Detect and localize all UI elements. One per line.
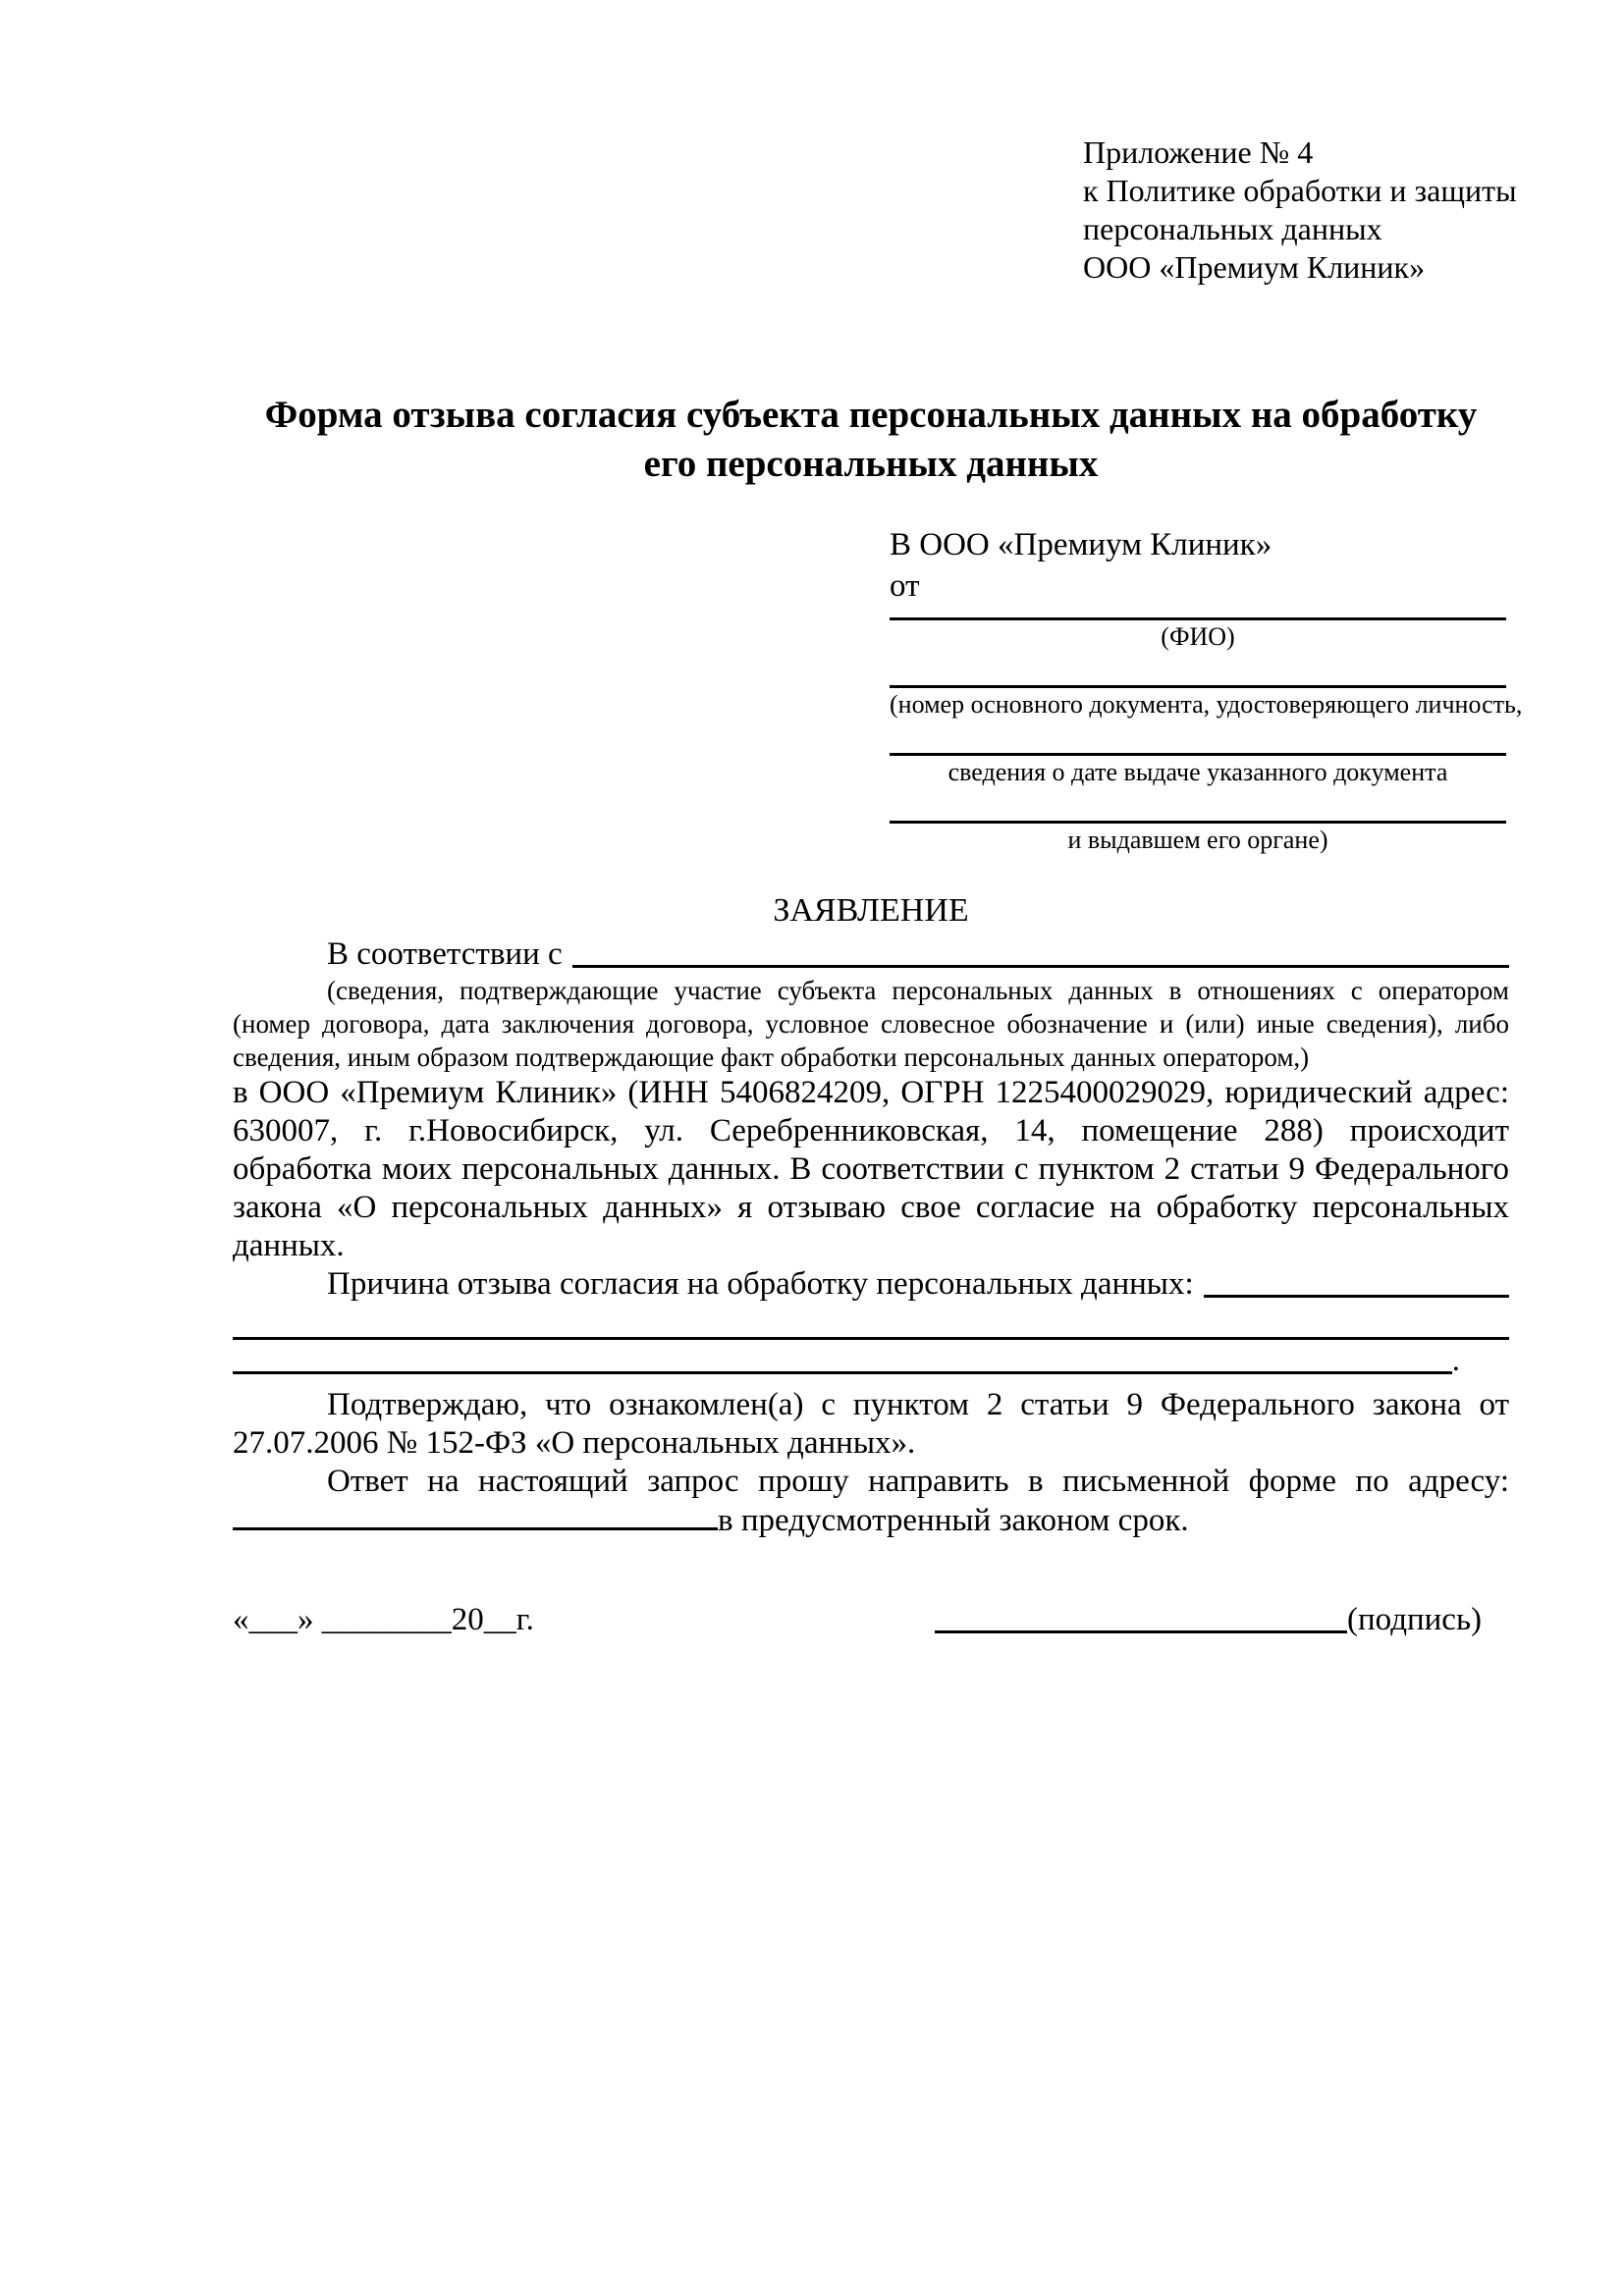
issue-date-blank-line [890, 721, 1506, 756]
signature-caption: (подпись) [1347, 1602, 1482, 1637]
addressee-from-label: от [890, 568, 920, 604]
intro-row [233, 935, 1509, 974]
reply-prefix: Ответ на настоящий запрос прошу направить в письменной форме по адресу: [327, 1464, 1509, 1499]
date-blank: «___» ________20__г. [233, 1602, 534, 1637]
document-number-blank-line [890, 653, 1506, 688]
fio-caption: (ФИО) [1161, 622, 1235, 651]
appendix-header [1083, 133, 1517, 287]
date-signature-row [233, 1601, 1509, 1639]
appendix-header-line: ООО «Премиум Клиник» [1083, 249, 1426, 285]
reason-blank-line-3-rule [233, 1371, 1452, 1374]
issue-date-caption: сведения о дате выдаче указанного документа [947, 758, 1448, 786]
reason-blank-line-2 [233, 1304, 1509, 1340]
appendix-header-line: персональных данных [1083, 211, 1382, 246]
reason-label: Причина отзыва согласия на обработку персональных данных: [327, 1266, 1194, 1302]
addressee-to: В ООО «Премиум Клиник» [890, 527, 1272, 562]
document-number-caption: (номер основного документа, удостоверяющего личность, [890, 690, 1523, 719]
issuing-authority-blank-line [890, 788, 1506, 824]
reply-suffix: в предусмотренный законом срок. [718, 1503, 1189, 1538]
addressee-block [890, 524, 1523, 856]
signature-blank-line [935, 1630, 1347, 1633]
reason-end-period: . [1451, 1343, 1460, 1378]
reason-blank-line-3 [233, 1340, 1509, 1380]
statement-heading: ЗАЯВЛЕНИЕ [773, 892, 969, 929]
statement-section [233, 891, 1509, 1639]
issuing-authority-caption: и выдавшем его органе) [1067, 826, 1328, 854]
intro-blank-line [572, 965, 1509, 968]
reason-blank-line [1204, 1295, 1509, 1298]
form-title: Форма отзыва согласия субъекта персональных данных на обработку его персональных данных [264, 394, 1478, 485]
intro-label: В соответствии с [327, 936, 563, 972]
intro-footnote: (сведения, подтверждающие участие субъекта персональных данных в отношениях с оператором (номер договора, дата заключения договора, условное словесное обозначение и (или) иные сведения), либо сведения, иным образом подтверждающие факт обработки персональных данных оператором,) [233, 976, 1509, 1072]
signature-group [935, 1601, 1482, 1639]
reply-address-blank-line [233, 1501, 718, 1530]
appendix-header-line: Приложение № 4 [1083, 134, 1314, 170]
confirmation-paragraph: Подтверждаю, что ознакомлен(а) с пунктом 2 статьи 9 Федерального закона от 27.07.2006 № 152-ФЗ «О персональных данных». [233, 1387, 1509, 1461]
reason-row [233, 1265, 1509, 1304]
appendix-header-line: к Политике обработки и защиты [1083, 173, 1517, 208]
reply-paragraph [233, 1463, 1509, 1540]
statement-body: в ООО «Премиум Клиник» (ИНН 5406824209, ОГРН 1225400029029, юридический адрес: 630007, г. г.Новосибирск, ул. Серебренниковская, 14, помещение 288) происходит обработка моих персональных данных. В соответствии с пунктом 2 статьи 9 Федерального закона «О персональных данных» я отзываю свое согласие на обработку персональных данных. [233, 1075, 1509, 1263]
fio-blank-line [890, 607, 1506, 620]
